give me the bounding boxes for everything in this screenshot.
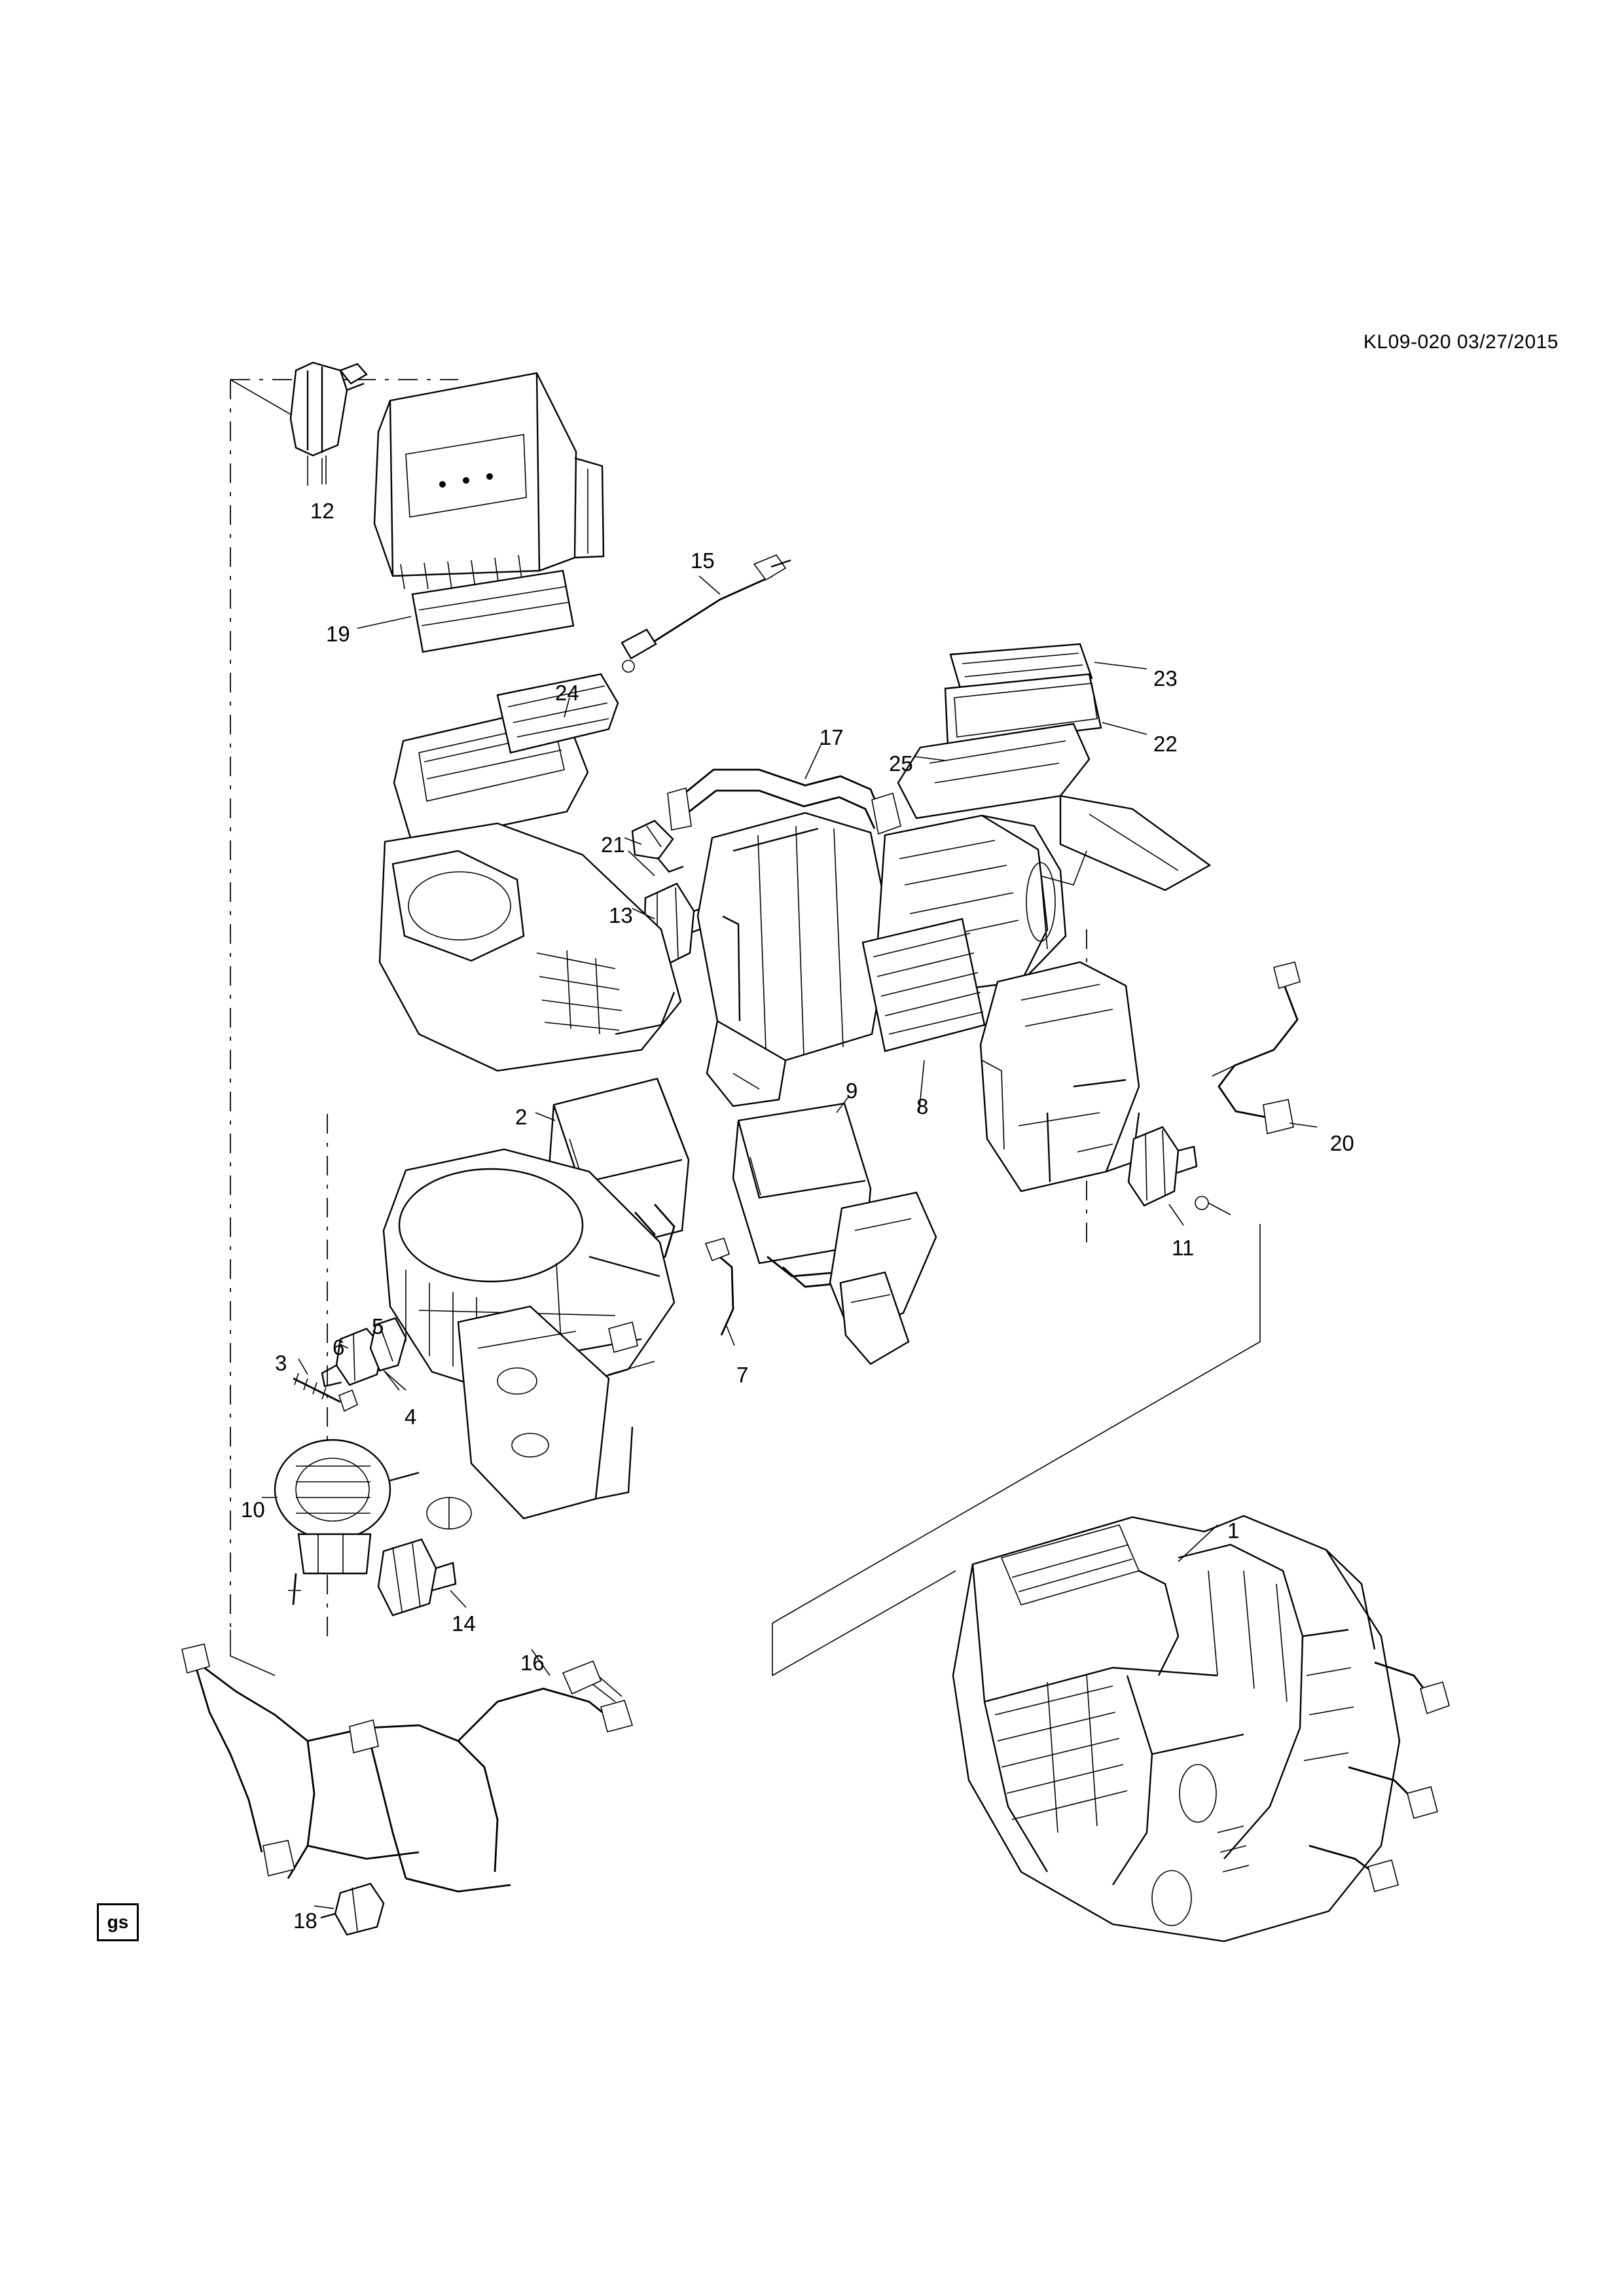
side-bracket: [830, 1193, 936, 1364]
callout-20: 20: [1330, 1131, 1354, 1155]
part-14-resistor: [378, 1539, 456, 1615]
callout-4: 4: [405, 1405, 417, 1429]
callout-22: 22: [1153, 732, 1178, 756]
callout-15: 15: [691, 548, 715, 573]
callout-18: 18: [293, 1909, 317, 1933]
part-19-filter: [412, 571, 573, 652]
part-19-upper-case: [374, 373, 604, 589]
part-7-pipe: [706, 1238, 733, 1335]
callout-8: 8: [916, 1094, 929, 1119]
callout-2: 2: [515, 1105, 528, 1129]
callout-25: 25: [889, 751, 913, 776]
part-12-actuator: [291, 363, 367, 486]
hvac-case-right-lower: [981, 962, 1139, 1191]
callout-21: 21: [601, 833, 625, 857]
part-16-wiring-harness: [182, 1644, 632, 1892]
callout-14: 14: [452, 1611, 476, 1636]
part-20-harness: [1212, 962, 1300, 1134]
part-24-filter-frame: [394, 674, 618, 844]
callout-17: 17: [820, 725, 844, 749]
part-18-connector: [321, 1884, 384, 1935]
gs-stamp: gs: [97, 1903, 139, 1941]
hvac-case-center: [698, 813, 890, 1106]
callout-13: 13: [609, 903, 633, 927]
callout-23: 23: [1153, 666, 1178, 691]
hvac-case-left-upper: [380, 823, 681, 1071]
callout-24: 24: [555, 681, 579, 705]
callout-7: 7: [736, 1363, 749, 1387]
part-11-actuator: [1128, 1127, 1231, 1215]
callout-11: 11: [1172, 1236, 1195, 1260]
callout-12: 12: [310, 499, 334, 523]
callout-10: 10: [241, 1498, 265, 1522]
callout-1: 1: [1227, 1518, 1240, 1543]
part-4-leader-helper: [385, 1372, 399, 1390]
part-1-module-assembly: [953, 1516, 1449, 1941]
part-10-fan-hub: [427, 1498, 471, 1529]
callout-16: 16: [520, 1651, 545, 1675]
callout-9: 9: [846, 1079, 858, 1103]
callout-6: 6: [333, 1335, 345, 1359]
callout-5: 5: [372, 1314, 384, 1338]
callout-3: 3: [275, 1351, 287, 1375]
part-8-heater-core: [863, 919, 984, 1051]
callout-19: 19: [326, 622, 350, 646]
drawing-code: KL09-020 03/27/2015: [1363, 331, 1559, 353]
